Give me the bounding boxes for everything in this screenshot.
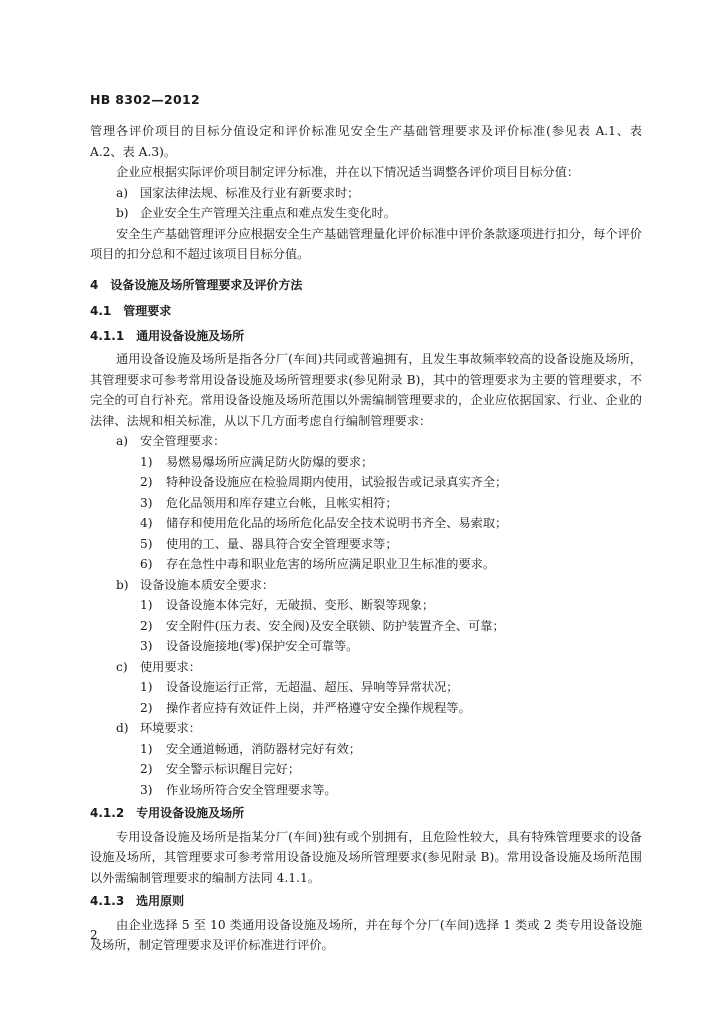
list-text: 设备设施本体完好，无破损、变形、断裂等现象； (166, 598, 435, 612)
list-marker: 1) (140, 598, 153, 612)
list-text: 企业安全生产管理关注重点和难点发生变化时。 (140, 206, 396, 220)
sub-list-item (90, 452, 642, 473)
list-marker: 3) (140, 782, 153, 797)
sub-list-item (90, 759, 642, 780)
section-title: 管理要求 (123, 304, 172, 318)
list-marker: 1) (140, 741, 153, 756)
section-heading (90, 891, 642, 912)
list-text: 使用要求： (140, 659, 201, 674)
list-marker: 4) (140, 516, 153, 530)
list-text: 安全附件(压力表、安全阀)及安全联锁、防护装置齐全、可靠； (166, 618, 505, 633)
list-marker: d) (116, 721, 129, 735)
list-marker: c) (116, 659, 128, 674)
list-marker: 2) (140, 618, 153, 633)
list-text: 作业场所符合安全管理要求等。 (166, 782, 337, 797)
section-heading (90, 301, 642, 322)
section-heading (90, 326, 642, 347)
section-title: 设备设施及场所管理要求及评价方法 (110, 277, 303, 292)
list-text: 环境要求： (140, 721, 201, 735)
list-marker: 3) (140, 639, 153, 653)
section-title: 通用设备设施及场所 (136, 328, 245, 343)
list-text: 安全警示标识醒目完好； (166, 762, 301, 776)
section-number: 4.1 (90, 304, 112, 318)
list-text: 设备设施接地(零)保护安全可靠等。 (166, 639, 359, 653)
sub-list-item (90, 493, 642, 514)
sub-list-item (90, 636, 642, 657)
list-marker: 2) (140, 762, 153, 776)
list-item (90, 575, 642, 596)
list-marker: b) (116, 577, 129, 592)
list-text: 设备设施运行正常，无超温、超压、异响等异常状况； (166, 680, 459, 694)
list-marker: 5) (140, 536, 153, 551)
sub-list-item (90, 780, 642, 801)
list-text: 储存和使用危化品的场所危化品安全技术说明书齐全、易索取； (166, 516, 508, 530)
list-item (90, 657, 642, 678)
list-item (90, 718, 642, 739)
standard-code: HB 8302—2012 (90, 92, 201, 107)
page-number: 2 (90, 928, 98, 942)
paragraph: 由企业选择 5 至 10 类通用设备设施及场所，并在每个分厂(车间)选择 1 类或 2 类专用设备设施及场所，制定管理要求及评价标准进行评价。 (90, 917, 642, 952)
paragraph: 企业应根据实际评价项目制定评分标准，并在以下情况适当调整各评价项目目标分值： (116, 165, 580, 179)
section-number: 4.1.1 (90, 328, 125, 343)
sub-list-item (90, 513, 642, 534)
section-heading (90, 803, 642, 824)
sub-list-item (90, 677, 642, 698)
list-text: 国家法律法规、标准及行业有新要求时； (140, 185, 360, 200)
list-text: 危化品领用和库存建立台帐，且帐实相符； (166, 495, 398, 510)
sub-list-item (90, 554, 642, 575)
list-marker: 1) (140, 454, 153, 469)
sub-list-item (90, 595, 642, 616)
list-text: 存在急性中毒和职业危害的场所应满足职业卫生标准的要求。 (166, 557, 496, 571)
sub-list-item (90, 472, 642, 493)
list-item (90, 203, 642, 224)
list-marker: 2) (140, 700, 153, 715)
section-heading (90, 275, 642, 296)
section-number: 4 (90, 277, 99, 292)
section-number: 4.1.3 (90, 894, 125, 908)
list-marker: a) (116, 185, 129, 200)
list-marker: 2) (140, 475, 153, 489)
page-content (90, 121, 642, 956)
sub-list-item (90, 698, 642, 719)
sub-list-item (90, 739, 642, 760)
section-number: 4.1.2 (90, 806, 125, 820)
list-item (90, 431, 642, 452)
list-text: 设备设施本质安全要求： (140, 577, 275, 592)
list-marker: 6) (140, 557, 153, 571)
paragraph: 管理各评价项目的目标分值设定和评价标准见安全生产基础管理要求及评价标准(参见表 A.1、表 A.2、表 A.3)。 (90, 124, 642, 159)
list-marker: a) (116, 434, 129, 448)
sub-list-item (90, 534, 642, 555)
list-text: 使用的工、量、器具符合安全管理要求等； (166, 536, 398, 551)
list-marker: 3) (140, 495, 153, 510)
list-text: 安全通道畅通，消防器材完好有效； (166, 741, 361, 756)
section-title: 选用原则 (136, 894, 185, 908)
list-text: 特种设备设施应在检验周期内使用，试验报告或记录真实齐全； (166, 475, 508, 489)
section-title: 专用设备设施及场所 (136, 806, 245, 820)
list-text: 易燃易爆场所应满足防火防爆的要求； (166, 454, 374, 469)
list-text: 安全管理要求： (140, 434, 226, 448)
paragraph: 专用设备设施及场所是指某分厂(车间)独有或个别拥有，且危险性较大，具有特殊管理要求的设备设施及场所，其管理要求可参考常用设备设施及场所管理要求(参见附录 B)。常用设备设施及场所范围以外需编制管理要求的编制方法同 4.1.1。 (90, 829, 642, 885)
list-text: 操作者应持有效证件上岗，并严格遵守安全操作规程等。 (166, 700, 471, 715)
paragraph: 安全生产基础管理评分应根据安全生产基础管理量化评价标准中评价条款逐项进行扣分，每个评价项目的扣分总和不超过该项目目标分值。 (90, 226, 642, 261)
paragraph: 通用设备设施及场所是指各分厂(车间)共同或普遍拥有，且发生事故频率较高的设备设施及场所，其管理要求可参考常用设备设施及场所管理要求(参见附录 B)，其中的管理要求为主要的管理要求，不完全的可自行补充。常用设备设施及场所范围以外需编制管理要求的，企业应依据国家、行业、企业的法律、法规和相关标准，从以下几方面考虑自行编制管理要求： (90, 352, 642, 428)
sub-list-item (90, 616, 642, 637)
list-marker: b) (116, 206, 129, 220)
list-item (90, 183, 642, 204)
list-marker: 1) (140, 680, 153, 694)
